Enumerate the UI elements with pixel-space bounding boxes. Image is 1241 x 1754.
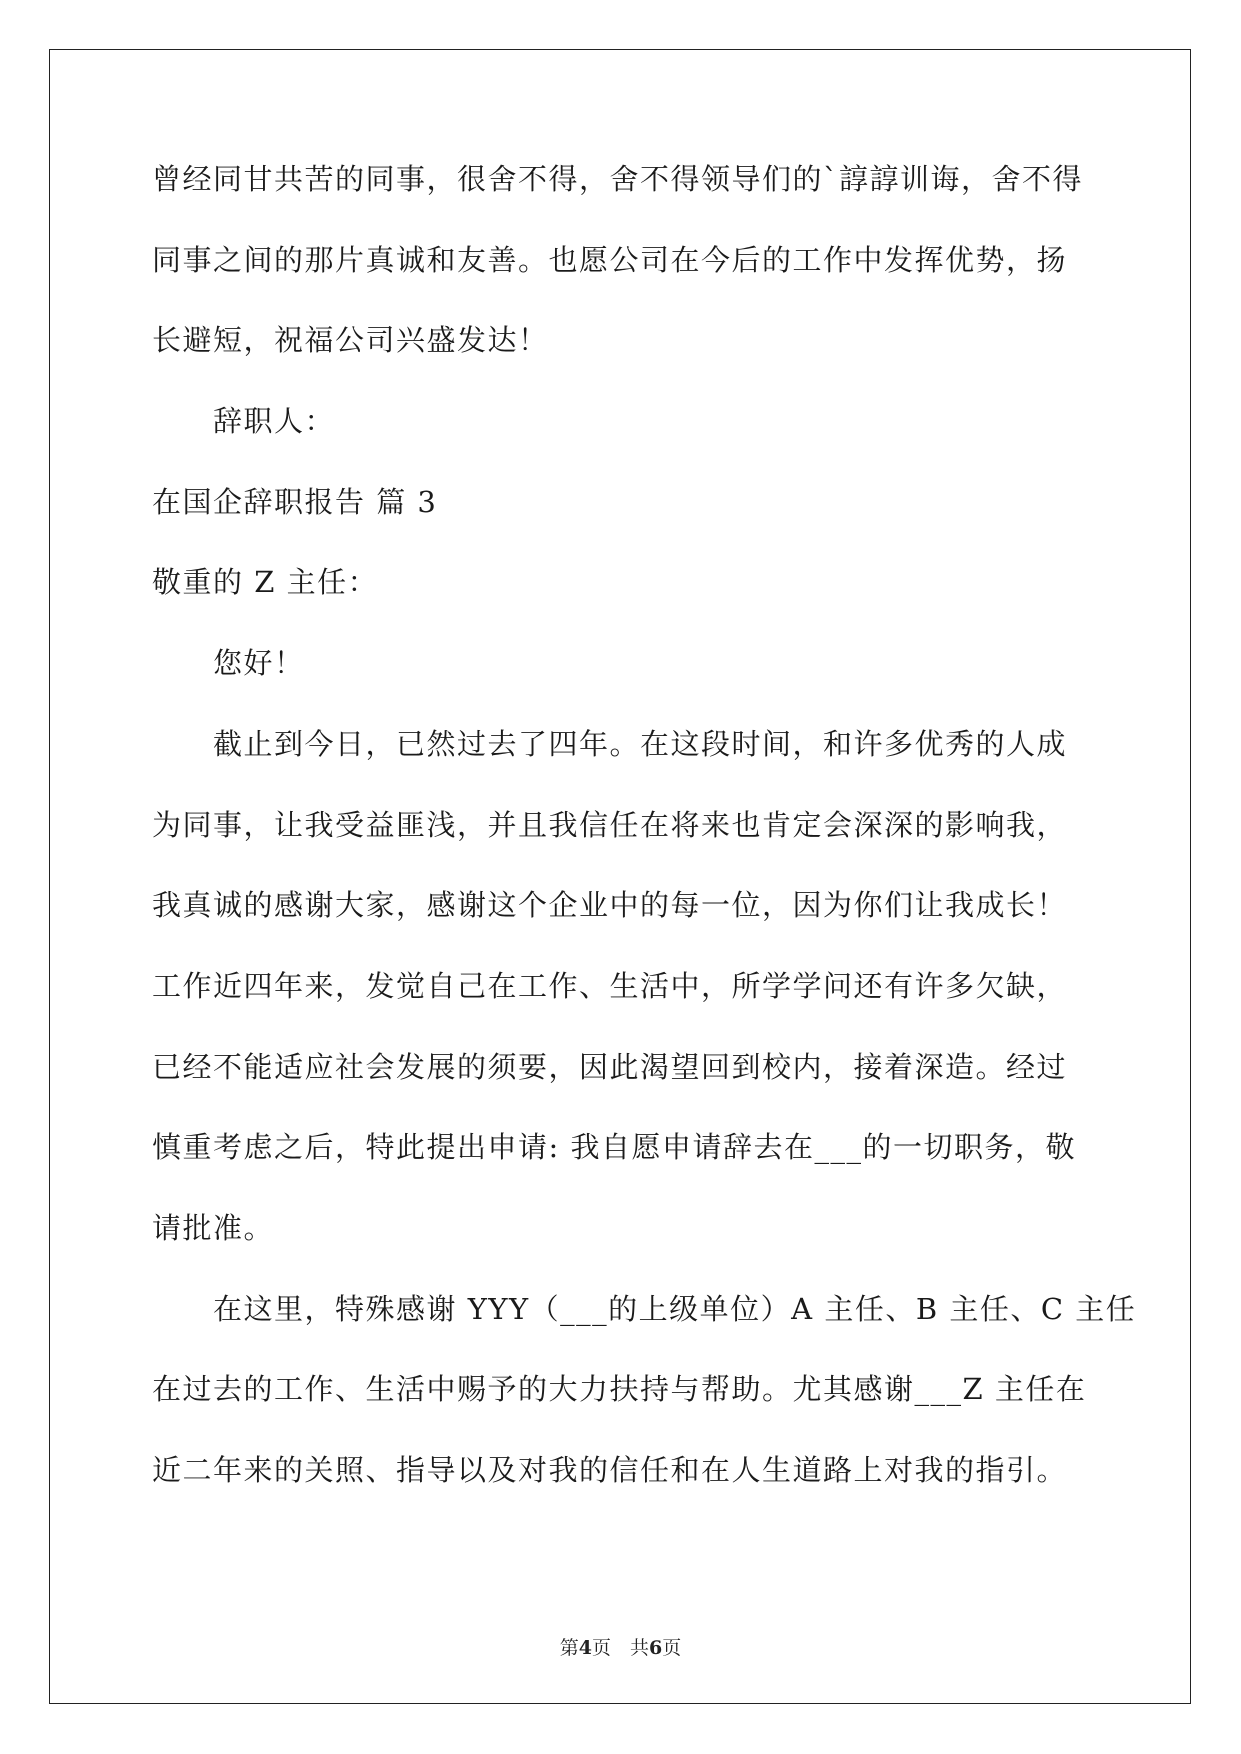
body-line-16: 在过去的工作、生活中赐予的大力扶持与帮助。尤其感谢___Z 主任在: [152, 1372, 1087, 1407]
body-line-3: 长避短，祝福公司兴盛发达！: [152, 323, 549, 358]
body-line-1: 曾经同甘共苦的同事，很舍不得，舍不得领导们的`諄諄训诲，舍不得: [152, 162, 1084, 196]
body-line-11: 工作近四年来，发觉自己在工作、生活中，所学学问还有许多欠缺，: [152, 968, 1068, 1003]
body-line-15: 在这里，特殊感谢 YYY（___的上级单位）A 主任、B 主任、C 主任: [213, 1291, 1137, 1326]
document-body: [152, 160, 1137, 1532]
signature-label: 辞职人：: [213, 404, 336, 439]
body-line-12: 已经不能适应社会发展的须要，因此渴望回到校内，接着深造。经过: [152, 1049, 1068, 1084]
salutation: 敬重的 Z 主任：: [152, 565, 379, 600]
body-line-8: 截止到今日，已然过去了四年。在这段时间，和许多优秀的人成: [213, 726, 1068, 761]
footer-middle: 页 共: [591, 1637, 649, 1659]
greeting: 您好！: [213, 646, 305, 681]
footer-current-page: 4: [578, 1637, 592, 1659]
body-line-14: 请批准。: [152, 1210, 275, 1245]
body-line-2: 同事之间的那片真诚和友善。也愿公司在今后的工作中发挥优势，扬: [152, 242, 1068, 277]
footer-suffix: 页: [662, 1637, 682, 1659]
section-heading: 在国企辞职报告 篇 3: [152, 484, 438, 519]
body-line-17: 近二年来的关照、指导以及对我的信任和在人生道路上对我的指引。: [152, 1453, 1068, 1487]
body-line-13: 慎重考虑之后，特此提出申请: 我自愿申请辞去在___的一切职务，敬: [152, 1130, 1076, 1165]
body-line-10: 我真诚的感谢大家，感谢这个企业中的每一位，因为你们让我成长！: [152, 888, 1068, 923]
footer-total-pages: 6: [649, 1637, 663, 1659]
page-footer: [0, 1633, 1241, 1660]
footer-prefix: 第: [559, 1637, 579, 1659]
body-line-9: 为同事，让我受益匪浅，并且我信任在将来也肯定会深深的影响我，: [152, 807, 1068, 842]
